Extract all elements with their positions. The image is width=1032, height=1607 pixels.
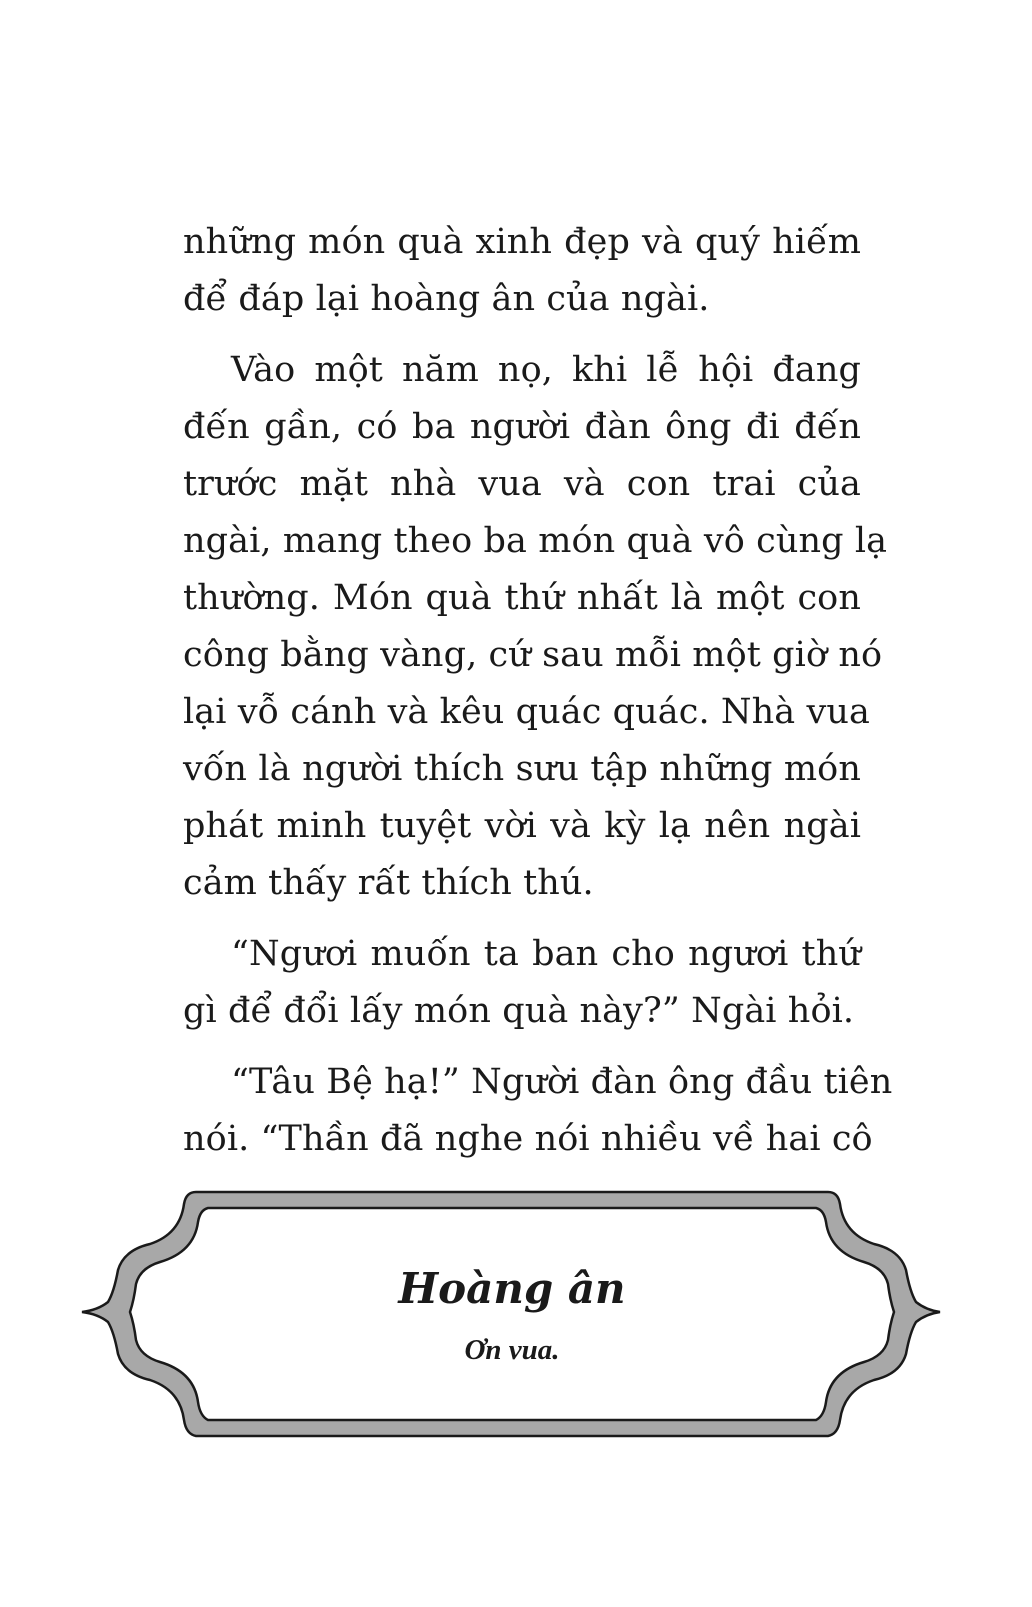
- text-line: những món quà xinh đẹp và quý hiếm: [183, 222, 861, 262]
- text-line: nói. “Thần đã nghe nói nhiều về hai cô: [183, 1119, 873, 1159]
- text-line: “Tâu Bệ hạ!” Người đàn ông đầu tiên: [231, 1062, 893, 1102]
- body-text: [183, 214, 893, 1168]
- text-line: phát minh tuyệt vời và kỳ lạ nên ngài: [183, 806, 861, 846]
- text-line: “Ngươi muốn ta ban cho ngươi thứ: [231, 934, 861, 974]
- text-line: công bằng vàng, cứ sau mỗi một giờ nó: [183, 635, 883, 675]
- text-line: thường. Món quà thứ nhất là một con: [183, 578, 861, 618]
- text-line: vốn là người thích sưu tập những món: [183, 749, 861, 789]
- glossary-box: [78, 1184, 946, 1454]
- text-line: đến gần, có ba người đàn ông đi đến: [183, 407, 861, 447]
- frame-inner: [130, 1208, 894, 1420]
- glossary-definition: Ơn vua.: [464, 1334, 560, 1366]
- text-line: cảm thấy rất thích thú.: [183, 863, 594, 903]
- text-line: gì để đổi lấy món quà này?” Ngài hỏi.: [183, 991, 855, 1031]
- text-line: trước mặt nhà vua và con trai của: [183, 464, 861, 504]
- text-line: để đáp lại hoàng ân của ngài.: [183, 279, 710, 319]
- text-line: ngài, mang theo ba món quà vô cùng lạ: [183, 521, 888, 561]
- text-line: Vào một năm nọ, khi lễ hội đang: [231, 350, 861, 390]
- glossary-term: Hoàng ân: [398, 1264, 626, 1313]
- text-line: lại vỗ cánh và kêu quác quác. Nhà vua: [183, 692, 870, 732]
- ornamental-frame: [78, 1184, 946, 1454]
